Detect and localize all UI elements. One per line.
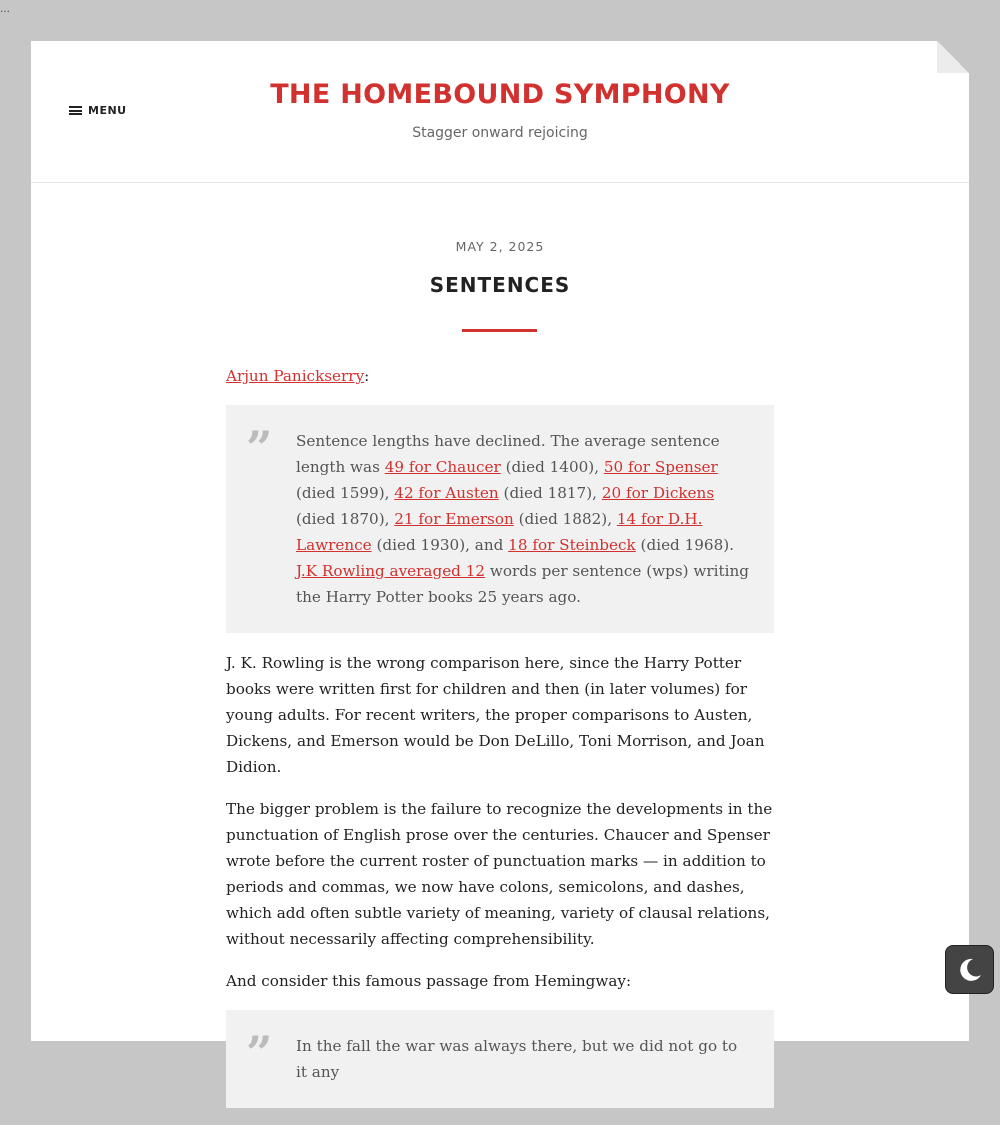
page-container bbox=[31, 41, 969, 1081]
site-header bbox=[31, 41, 969, 183]
blockquote-2: ” In the fall the war was always there, but we did not go to it any bbox=[226, 1010, 774, 1108]
link-emerson[interactable]: 21 for Emerson bbox=[394, 510, 514, 528]
quote-mark-icon: ” bbox=[246, 421, 273, 475]
menu-label: MENU bbox=[88, 104, 127, 117]
link-dickens[interactable]: 20 for Dickens bbox=[601, 484, 715, 502]
moon-icon bbox=[956, 956, 984, 984]
post-content bbox=[226, 363, 774, 1125]
paragraph-2: The bigger problem is the failure to recognize the developments in the punctuation of English prose over the centuries. Chaucer and Spenser wrote before the current roster of punctuation marks — in addition to periods and commas, we now have colons, semicolons, and dashes, which add often subtle variety of meaning, variety of clausal relations, without necessarily affecting comprehensibility. bbox=[226, 800, 773, 948]
post-date[interactable]: MAY 2, 2025 bbox=[455, 239, 545, 254]
blockquote-1: ” Sentence lengths have declined. The average sentence length was 49 for Chaucer (died 1400), 50 for Spenser (died 1599), 42 for Austen (died 1817), 20 for Dickens (died 1870), 21 for Emerson (died 1882), 14 for D.H. Lawrence (died 1930), and 18 for Steinbeck (died 1968). J.K Rowling averaged 12 words per sentence (wps) writing the Harry Potter books 25 years ago. bbox=[226, 405, 774, 633]
intro-paragraph: Arjun Panickserry: bbox=[226, 367, 370, 385]
link-spenser[interactable]: 50 for Spenser bbox=[603, 458, 718, 476]
paragraph-1: J. K. Rowling is the wrong comparison here, since the Harry Potter books were written first for children and then (in later volumes) for young adults. For recent writers, the proper comparisons to Austen, Dickens, and Emerson would be Don DeLillo, Toni Morrison, and Joan Didion. bbox=[226, 654, 765, 776]
title-divider bbox=[462, 329, 537, 332]
link-austen[interactable]: 42 for Austen bbox=[394, 484, 499, 502]
corner-ellipsis: … bbox=[0, 4, 10, 15]
link-lawrence[interactable]: 14 for D.H. Lawrence bbox=[296, 510, 703, 554]
paragraph-3: And consider this famous passage from Hemingway: bbox=[226, 972, 632, 990]
night-mode-button[interactable] bbox=[945, 945, 994, 994]
link-chaucer[interactable]: 49 for Chaucer bbox=[384, 458, 501, 476]
site-tagline: Stagger onward rejoicing bbox=[412, 125, 588, 141]
link-steinbeck[interactable]: 18 for Steinbeck bbox=[508, 536, 636, 554]
site-title[interactable]: THE HOMEBOUND SYMPHONY bbox=[270, 79, 730, 110]
post-title: SENTENCES bbox=[429, 273, 571, 297]
quote-mark-icon: ” bbox=[246, 1026, 273, 1080]
author-link[interactable]: Arjun Panickserry bbox=[226, 367, 365, 385]
link-rowling[interactable]: J.K Rowling averaged 12 bbox=[296, 562, 486, 580]
